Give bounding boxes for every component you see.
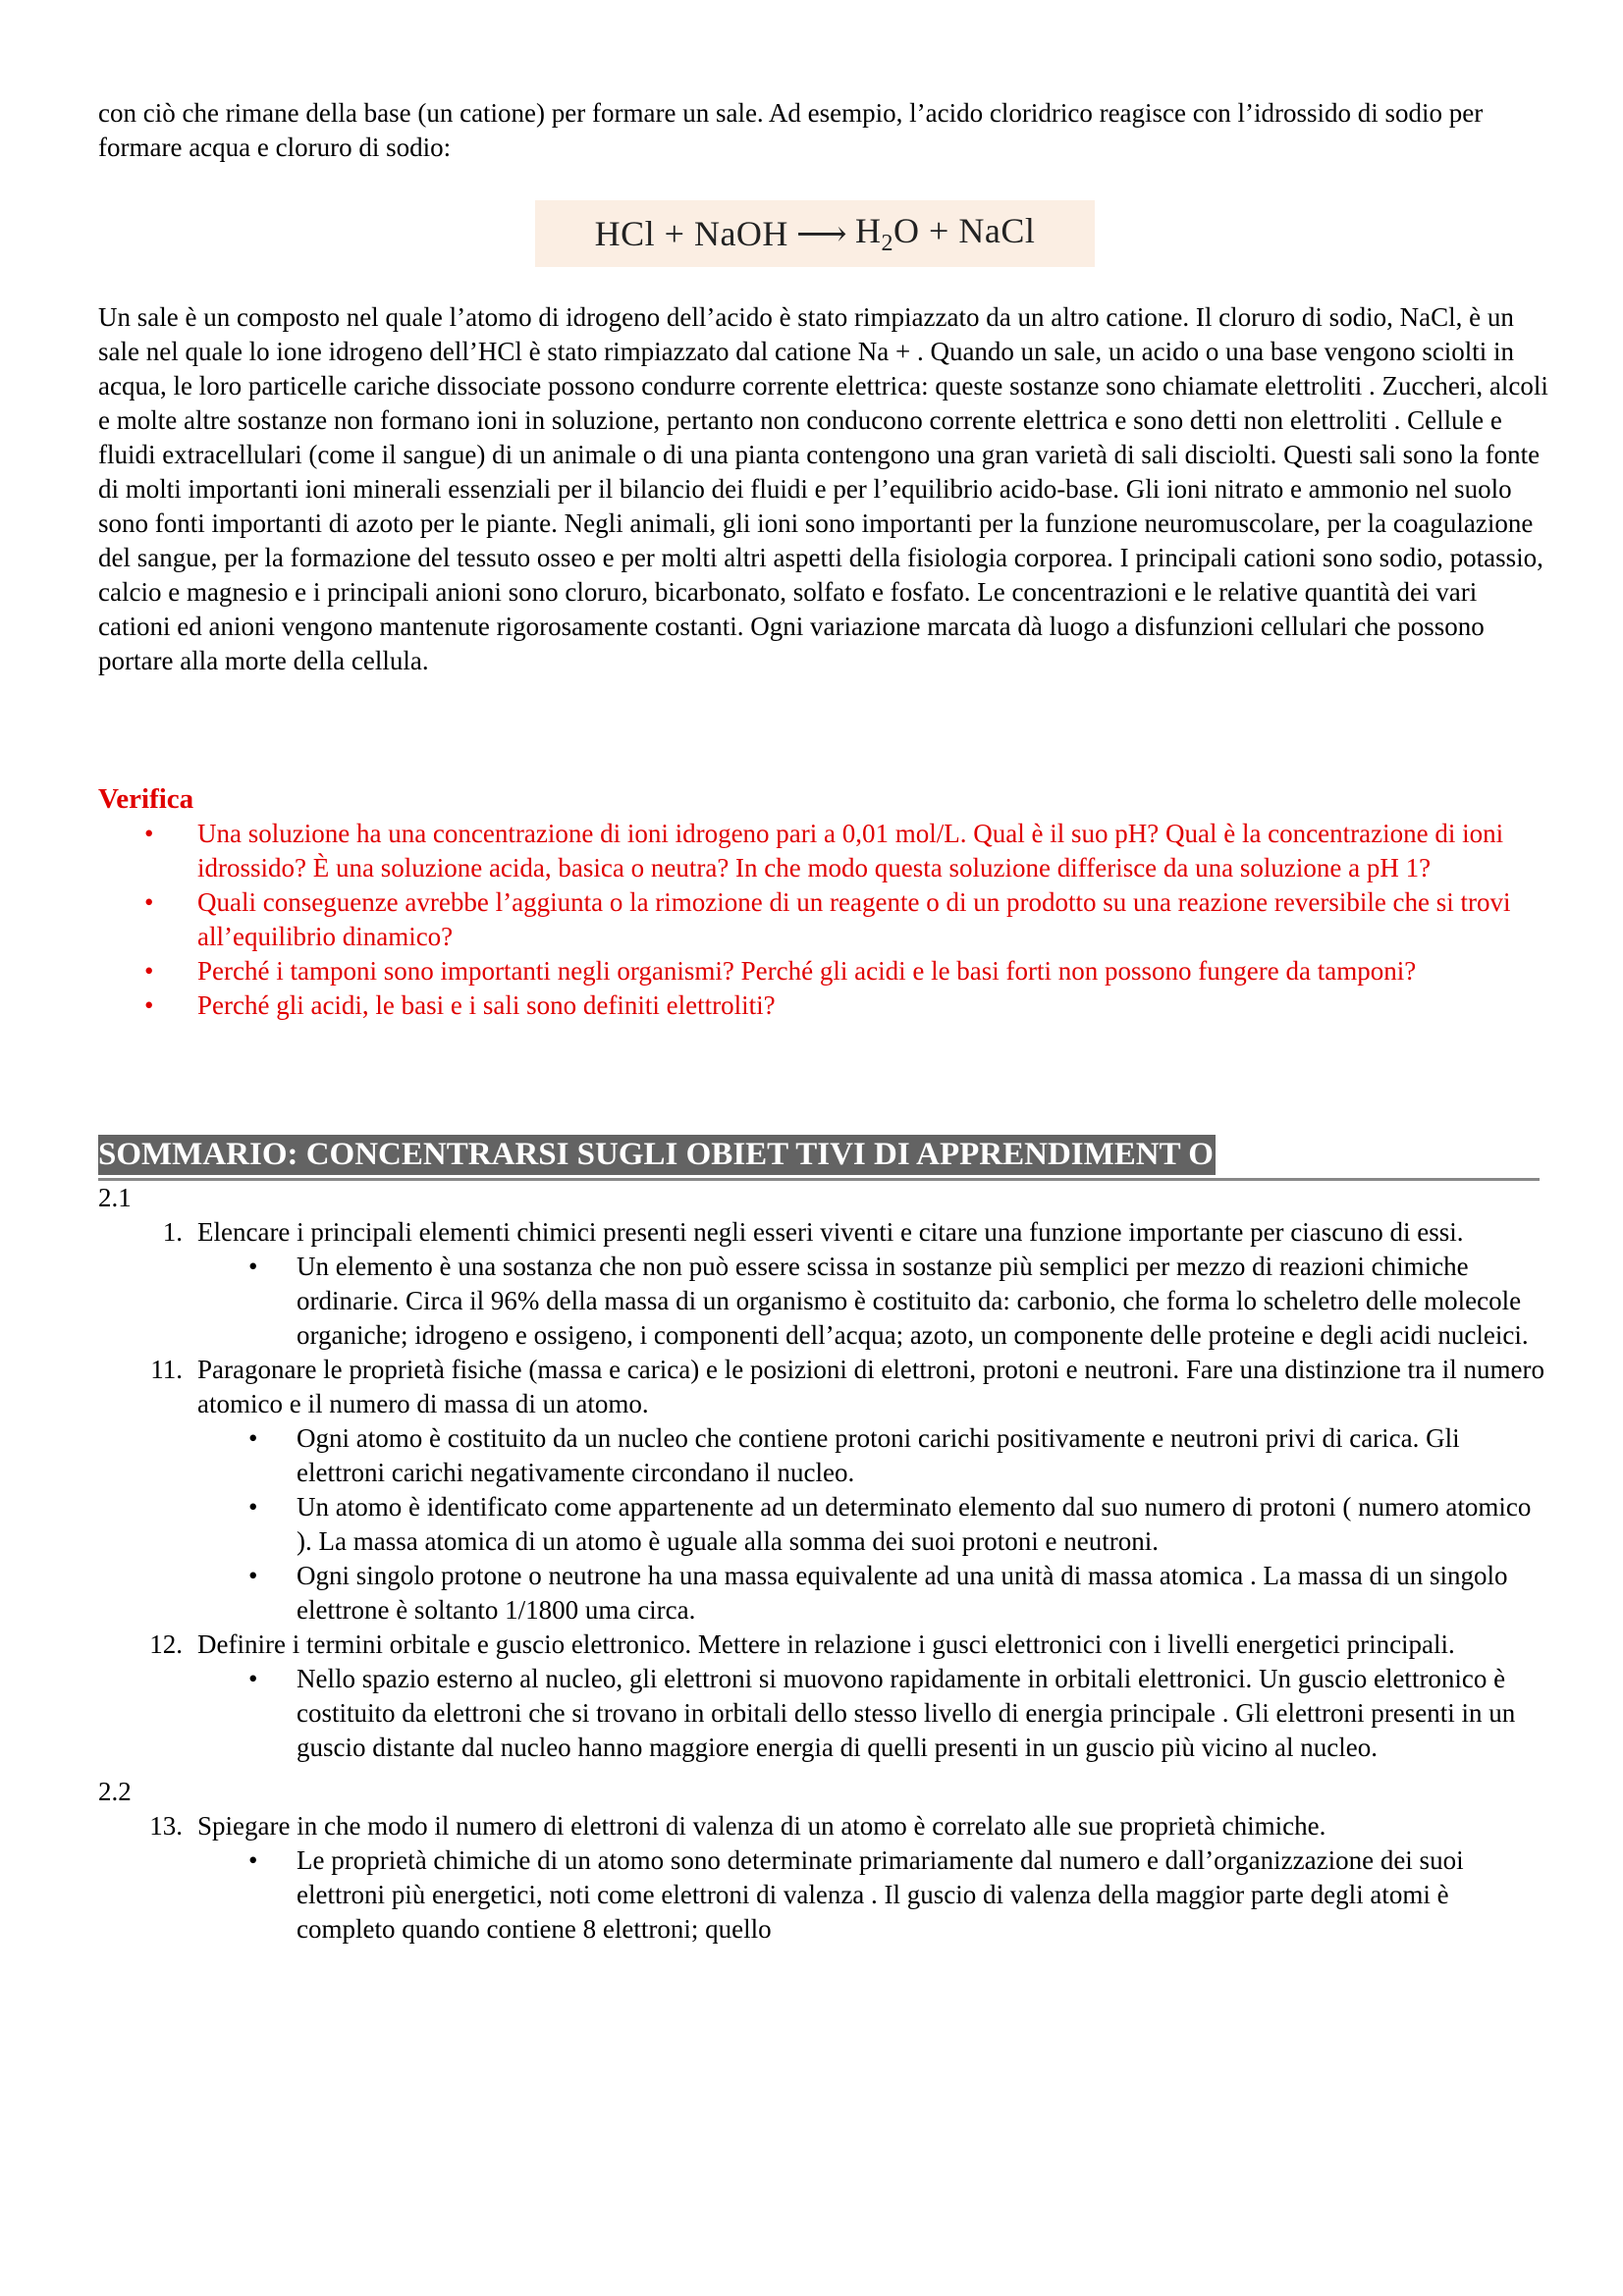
summary-heading: SOMMARIO: CONCENTRARSI SUGLI OBIET TIVI DI APPRENDIMENT O [98, 1135, 1540, 1181]
verifica-box [98, 782, 1551, 1023]
objectives-list [98, 1809, 1551, 1947]
objective-item: 1. Elencare i principali elementi chimici presenti negli esseri viventi e citare una funzione importante per ciascuno di essi. • Un elemento è una sostanza che non può essere scissa in sostanze più semplici per mezzo di reazioni chimiche ordinarie. Circa il 96% della massa di un organismo è costituito da: carbonio, che forma lo scheletro delle molecole organiche; idrogeno e ossigeno, i componenti dell’acqua; azoto, un componente delle proteine e degli acidi nucleici. [98, 1215, 1551, 1353]
section-number: 2.1 [98, 1183, 132, 1212]
objective-bullet: • Un elemento è una sostanza che non può essere scissa in sostanze più semplici per mezzo di reazioni chimiche ordinarie. Circa il 96% della massa di un organismo è costituito da: carbonio, che forma lo scheletro delle molecole organiche; idrogeno e ossigeno, i componenti dell’acqua; azoto, un componente delle proteine e degli acidi nucleici. [248, 1252, 1529, 1350]
verifica-title: Verifica [98, 783, 194, 815]
objective-item: 12. Definire i termini orbitale e guscio elettronico. Mettere in relazione i gusci elettronici con i livelli energetici principali. • Nello spazio esterno al nucleo, gli elettroni si muovono rapidamente in orbitali elettronici. Un guscio elettronico è costituito da elettroni che si trovano in orbitali dello stesso livello di energia principale . Gli elettroni presenti in un guscio distante dal nucleo hanno maggiore energia di quelli presenti in un guscio più vicino al nucleo. [98, 1628, 1551, 1765]
intro-paragraph: con ciò che rimane della base (un catione) per formare un sale. Ad esempio, l’acido cloridrico reagisce con l’idrossido di sodio per formare acqua e cloruro di sodio: [98, 98, 1484, 162]
verifica-list [98, 817, 1551, 1023]
objective-bullet: • Ogni singolo protone o neutrone ha una massa equivalente ad una unità di massa atomica . La massa di un singolo elettrone è soltanto 1/1800 uma circa. [248, 1561, 1508, 1625]
objective-bullet: • Le proprietà chimiche di un atomo sono determinate primariamente dal numero e dall’organizzazione dei suoi elettroni più energetici, noti come elettroni di valenza . Il guscio di valenza della maggior parte degli atomi è completo quando contiene 8 elettroni; quello [248, 1845, 1464, 1944]
verifica-item: • Perché i tamponi sono importanti negli organismi? Perché gli acidi e le basi forti non possono fungere da tamponi? [144, 956, 1417, 986]
verifica-item: • Una soluzione ha una concentrazione di ioni idrogeno pari a 0,01 mol/L. Qual è il suo pH? Qual è la concentrazione di ioni idrossido? È una soluzione acida, basica o neutra? In che modo questa soluzione differisce da una soluzione a pH 1? [144, 819, 1504, 882]
equation-reactants: HCl + NaOH [594, 214, 788, 253]
objective-bullet: • Un atomo è identificato come appartenente ad un determinato elemento dal suo numero di protoni ( numero atomico ). La massa atomica di un atomo è uguale alla somma dei suoi protoni e neutroni. [248, 1492, 1532, 1556]
objectives-list [98, 1215, 1551, 1765]
salt-paragraph: Un sale è un composto nel quale l’atomo di idrogeno dell’acido è stato rimpiazzato da un altro catione. Il cloruro di sodio, NaCl, è un sale nel quale lo ione idrogeno dell’HCl è stato rimpiazzato dal catione Na + . Quando un sale, un acido o una base vengono sciolti in acqua, le loro particelle cariche dissociate possono condurre corrente elettrica: queste sostanze sono chiamate elettroliti . Zuccheri, alcoli e molte altre sostanze non formano ioni in soluzione, pertanto non conducono corrente elettrica e sono detti non elettroliti . Cellule e fluidi extracellulari (come il sangue) di un animale o di una pianta contengono una gran varietà di sali disciolti. Questi sali sono la fonte di molti importanti ioni minerali essenziali per il bilancio dei fluidi e per l’equilibrio acido-base. Gli ioni nitrato e ammonio nel suolo sono fonti importanti di azoto per le piante. Negli animali, gli ioni sono importanti per la funzione neuromuscolare, per la coagulazione del sangue, per la formazione del tessuto osseo e per molti altri aspetti della fisiologia corporea. I principali cationi sono sodio, potassio, calcio e magnesio e i principali anioni sono cloruro, bicarbonato, solfato e fosfato. Le concentrazioni e le relative quantità dei vari cationi ed anioni vengono mantenute rigorosamente costanti. Ogni variazione marcata dà luogo a disfunzioni cellulari che possono portare alla morte della cellula. [98, 302, 1548, 675]
verifica-item: • Perché gli acidi, le basi e i sali sono definiti elettroliti? [144, 990, 776, 1020]
objective-item: 11. Paragonare le proprietà fisiche (massa e carica) e le posizioni di elettroni, protoni e neutroni. Fare una distinzione tra il numero atomico e il numero di massa di un atomo. • Ogni atomo è costituito da un nucleo che contiene protoni carichi positivamente e neutroni privi di carica. Gli elettroni carichi negativamente circondano il nucleo. • Un atomo è identificato come appartenente ad un determinato elemento dal suo numero di protoni ( numero atomico ). La massa atomica di un atomo è uguale alla somma dei suoi protoni e neutroni. • Ogni singolo protone o neutrone ha una massa equivalente ad una unità di massa atomica . La massa di un singolo elettrone è soltanto 1/1800 uma circa. [98, 1353, 1551, 1628]
objective-bullet: • Nello spazio esterno al nucleo, gli elettroni si muovono rapidamente in orbitali elettronici. Un guscio elettronico è costituito da elettroni che si trovano in orbitali dello stesso livello di energia principale . Gli elettroni presenti in un guscio distante dal nucleo hanno maggiore energia di quelli presenti in un guscio più vicino al nucleo. [248, 1664, 1516, 1762]
reaction-arrow: ⟶ [795, 214, 848, 253]
summary-content [98, 1181, 1551, 1947]
objective-item: 13. Spiegare in che modo il numero di elettroni di valenza di un atomo è correlato alle sue proprietà chimiche. • Le proprietà chimiche di un atomo sono determinate primariamente dal numero e dall’organizzazione dei suoi elettroni più energetici, noti come elettroni di valenza . Il guscio di valenza della maggior parte degli atomi è completo quando contiene 8 elettroni; quello [98, 1809, 1551, 1947]
chemical-equation [535, 200, 1095, 267]
section-number: 2.2 [98, 1777, 132, 1806]
equation-products: $H_2O$ + NaCl [855, 210, 1036, 257]
verifica-item: • Quali conseguenze avrebbe l’aggiunta o la rimozione di un reagente o di un prodotto su una reazione reversibile che si trovi all’equilibrio dinamico? [144, 887, 1511, 951]
objective-bullet: • Ogni atomo è costituito da un nucleo che contiene protoni carichi positivamente e neutroni privi di carica. Gli elettroni carichi negativamente circondano il nucleo. [248, 1423, 1460, 1487]
